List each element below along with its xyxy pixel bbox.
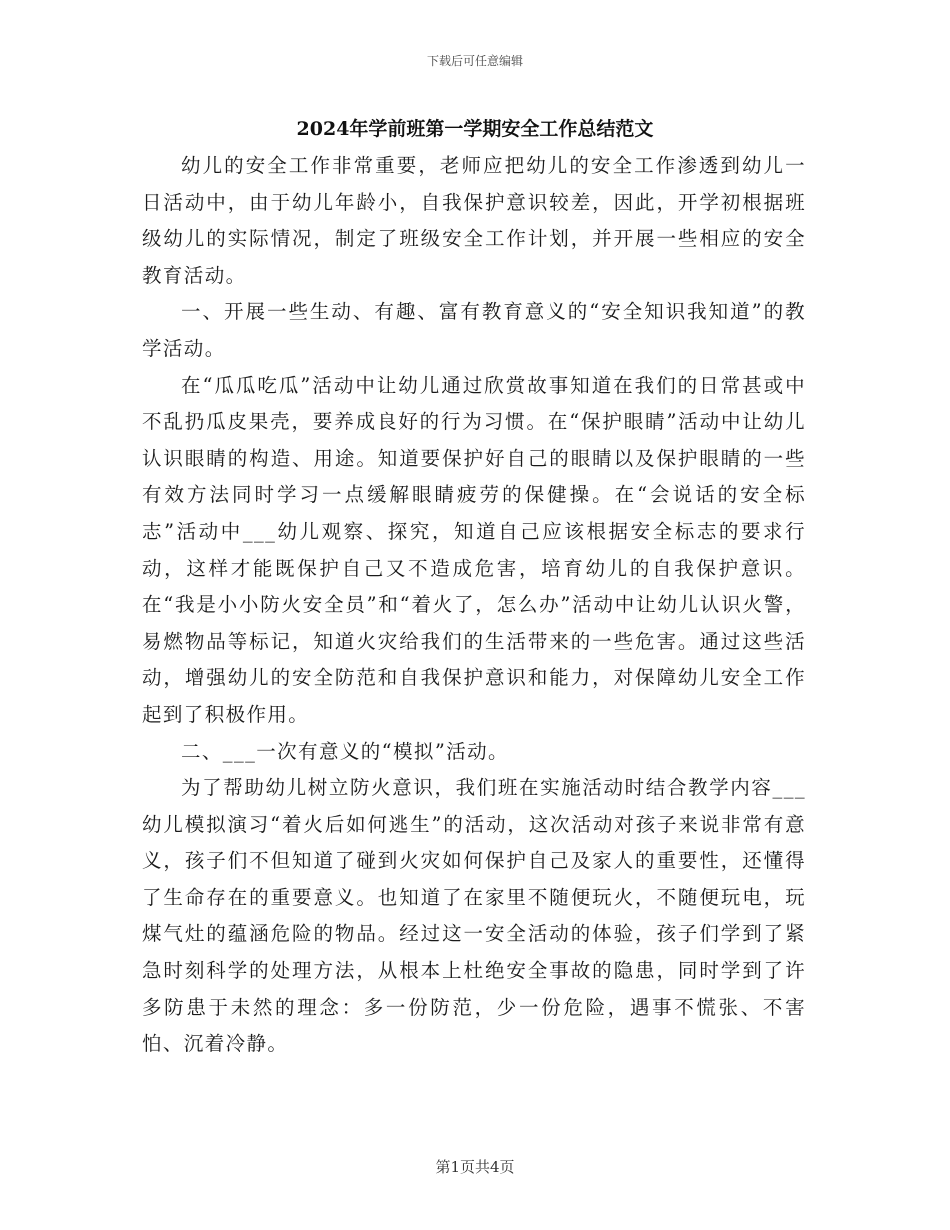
paragraph-section-two-body: 为了帮助幼儿树立防火意识，我们班在实施活动时结合教学内容___幼儿模拟演习“着火后如何逃生”的活动，这次活动对孩子来说非常有意义，孩子们不但知道了碰到火灾如何保护自己及家人的重要性，还懂得了生命存在的重要意义。也知道了在家里不随便玩火，不随便玩电，玩煤气灶的蕴涵危险的物品。经过这一安全活动的体验，孩子们学到了紧急时刻科学的处理方法，从根本上杜绝安全事故的隐患，同时学到了许多防患于未然的理念：多一份防范，少一份危险，遇事不慌张、不害怕、沉着冷静。 [142, 776, 806, 1056]
document-body [142, 148, 806, 1063]
paragraph-section-one-body: 在“瓜瓜吃瓜”活动中让幼儿通过欣赏故事知道在我们的日常甚或中不乱扔瓜皮果壳，要养成良好的行为习惯。在“保护眼睛”活动中让幼儿认识眼睛的构造、用途。知道要保护好自己的眼睛以及保护眼睛的一些有效方法同时学习一点缓解眼睛疲劳的保健操。在“会说话的安全标志”活动中___幼儿观察、探究，知道自己应该根据安全标志的要求行动，这样才能既保护自己又不造成危害，培育幼儿的自我保护意识。在“我是小小防火安全员”和“着火了，怎么办”活动中让幼儿认识火警，易燃物品等标记，知道火灾给我们的生活带来的一些危害。通过这些活动，增强幼儿的安全防范和自我保护意识和能力，对保障幼儿安全工作起到了积极作用。 [142, 373, 806, 726]
page-number-footer: 第1页共4页 [435, 1158, 515, 1176]
document-title: 2024年学前班第一学期安全工作总结范文 [296, 118, 654, 140]
page-header-note: 下载后可任意编辑 [426, 54, 523, 68]
paragraph-intro: 幼儿的安全工作非常重要，老师应把幼儿的安全工作渗透到幼儿一日活动中，由于幼儿年龄小，自我保护意识较差，因此，开学初根据班级幼儿的实际情况，制定了班级安全工作计划，并开展一些相应的安全教育活动。 [142, 154, 806, 287]
paragraph-section-one-heading: 一、开展一些生动、有趣、富有教育意义的“安全知识我知道”的教学活动。 [142, 300, 806, 360]
paragraph-section-two-heading: 二、___一次有意义的“模拟”活动。 [181, 739, 509, 763]
